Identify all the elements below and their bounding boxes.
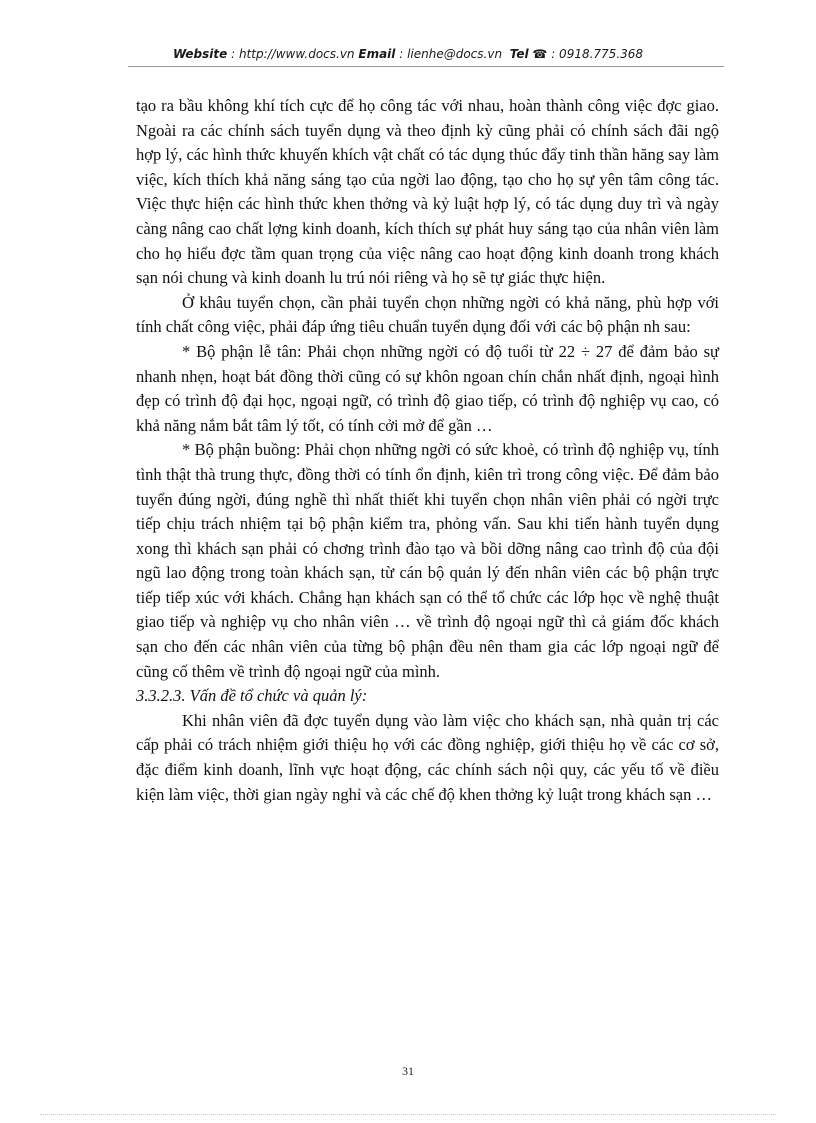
paragraph-recruitment: Ở khâu tuyển chọn, cần phải tuyển chọn những ngời có khả năng, phù hợp với tính chất công việc, phải đáp ứng tiêu chuẩn tuyển dụng đối với các bộ phận nh sau: xyxy=(136,292,719,337)
email-label: Email xyxy=(358,47,396,61)
footer-divider xyxy=(40,1114,776,1115)
section-heading: 3.3.2.3. Vấn đề tổ chức và quản lý: xyxy=(136,686,368,706)
website-label: Website xyxy=(172,47,228,61)
paragraph-housekeeping: * Bộ phận buồng: Phải chọn những ngời có sức khoẻ, có trình độ nghiệp vụ, tính tình thật thà trung thực, đồng thời có tính ổn định, kiên trì trong công việc. Để đảm bảo tuyển đúng ngời, đúng nghề thì nhất thiết khi tuyển chọn nhân viên phải có ngời trực tiếp chịu trách nhiệm tại bộ phận kiểm tra, phỏng vấn. Sau khi tiến hành tuyển dụng xong thì khách sạn phải có chơng trình đào tạo và bồi dỡng nâng cao trình độ của đội ngũ lao động trong toàn khách sạn, từ cán bộ quản lý đến nhân viên các bộ phận trực tiếp tiếp xúc với khách. Chẳng hạn khách sạn có thể tổ chức các lớp học về nghệ thuật giao tiếp và nghiệp vụ cho nhân viên … về trình độ ngoại ngữ thì cả giám đốc khách sạn cho đến các nhân viên của từng bộ phận đều nên tham gia các lớp ngoại ngữ để cũng cố thêm về trình độ ngoại ngữ của mình. xyxy=(136,440,719,681)
page-header xyxy=(0,47,816,61)
phone-icon: ☎ xyxy=(532,47,548,61)
paragraph-continuation: tạo ra bầu không khí tích cực để họ công tác với nhau, hoàn thành công việc đợc giao. Ngoài ra các chính sách tuyển dụng và theo định kỳ cũng phải có chính sách đãi ngộ hợp lý, các hình thức khuyến khích vật chất có tác dụng thúc đẩy tinh thần hăng say làm việc, kích thích khả năng sáng tạo của ngời lao động, tạo cho họ sự yên tâm công tác. Việc thực hiện các hình thức khen thởng và kỷ luật hợp lý, có tác dụng duy trì và ngày càng nâng cao chất lợng kinh doanh, kích thích sự phát huy sáng tạo của nhân viên làm cho họ hiểu đợc tầm quan trọng của việc nâng cao hoạt động kinh doanh trong khách sạn nói chung và kinh doanh lu trú nói riêng và họ sẽ tự giác thực hiện. xyxy=(136,96,719,288)
paragraph-reception: * Bộ phận lễ tân: Phải chọn những ngời có độ tuổi từ 22 ÷ 27 để đảm bảo sự nhanh nhẹn, hoạt bát đồng thời cũng có sự khôn ngoan chín chắn nhất định, ngoại hình đẹp có trình độ đại học, ngoại ngữ, có trình độ giao tiếp, có trình độ nghiệp vụ cao, có khả năng nắm bắt tâm lý tốt, có tính cởi mở để gần … xyxy=(136,341,719,435)
website-url[interactable]: http://www.docs.vn xyxy=(238,47,355,61)
email-separator: : xyxy=(395,47,408,61)
website-separator: : xyxy=(227,47,239,61)
paragraph-organization: Khi nhân viên đã đợc tuyển dụng vào làm việc cho khách sạn, nhà quản trị các cấp phải có trách nhiệm giới thiệu họ với các đồng nghiệp, giới thiệu họ về các cơ sở, đặc điểm kinh doanh, lĩnh vực hoạt động, các chính sách nội quy, các yếu tố về điều kiện làm việc, thời gian ngày nghỉ và các chế độ khen thởng kỷ luật trong khách sạn … xyxy=(136,710,719,804)
tel-label: Tel xyxy=(509,47,529,61)
page-number: 31 xyxy=(402,1064,414,1078)
tel-value: : 0918.775.368 xyxy=(551,47,644,61)
email-value[interactable]: lienhe@docs.vn xyxy=(407,47,503,61)
header-divider xyxy=(128,66,724,67)
document-body xyxy=(136,94,719,807)
